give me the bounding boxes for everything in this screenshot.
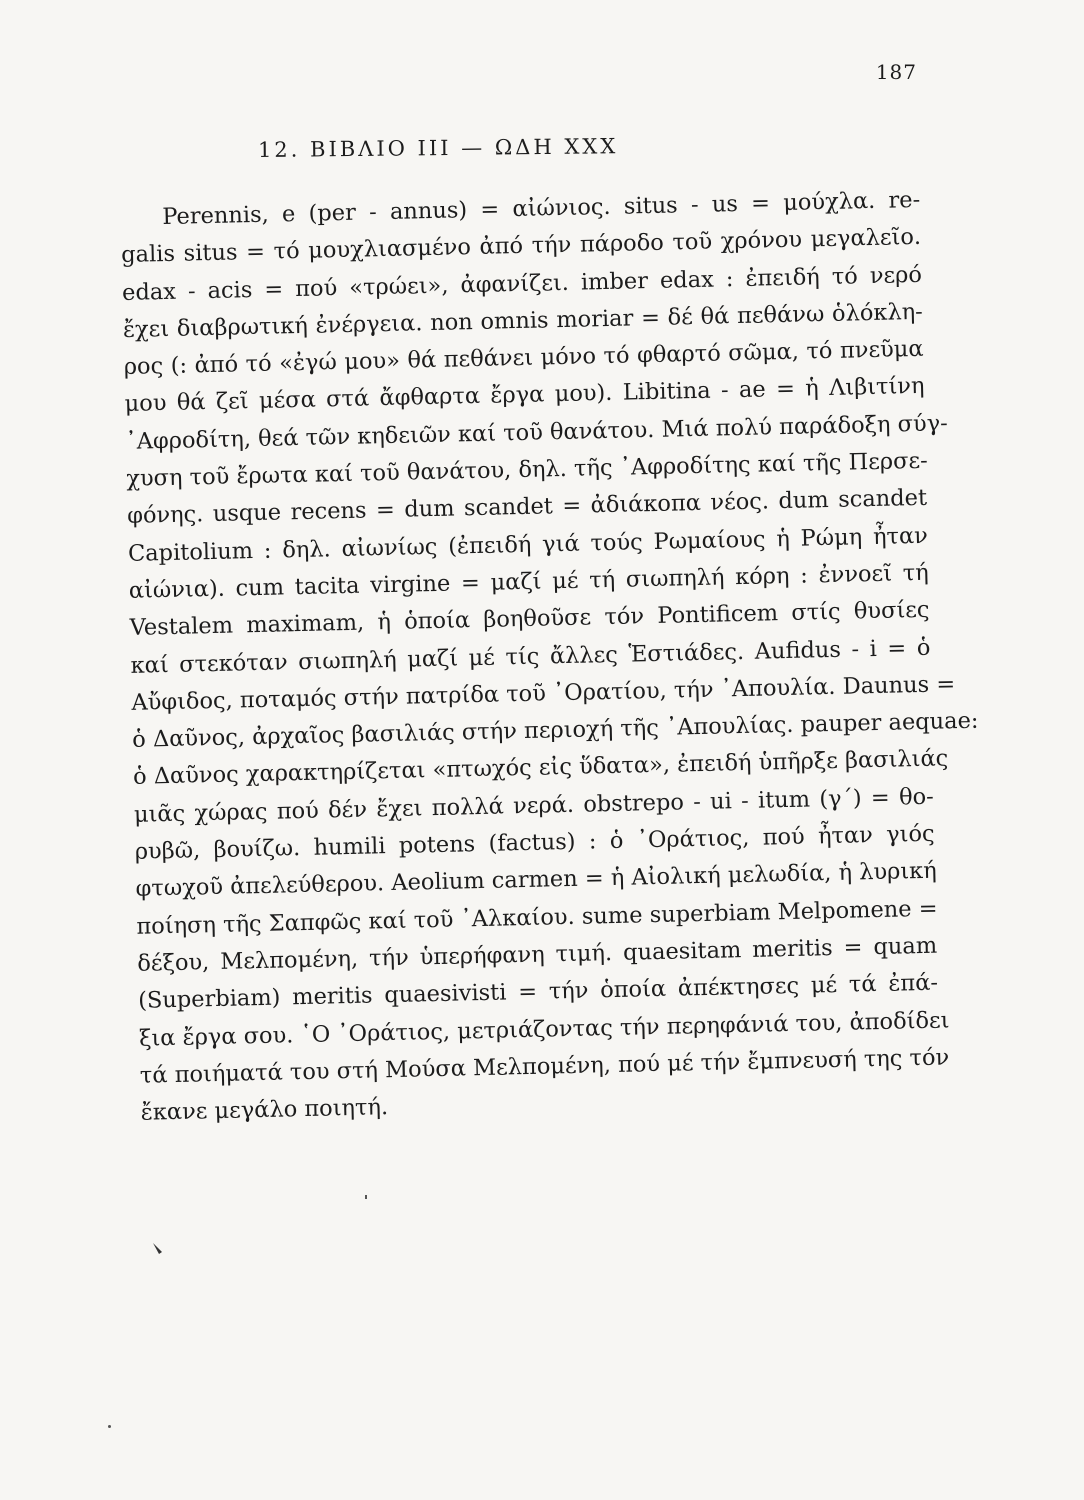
commentary-body [120, 182, 979, 1132]
commentary-line: δέξου, Μελπομένη, τήν ὑπερήφανη τιμή. quaesitam meritis = quam [137, 932, 938, 977]
commentary-line: ἔχει διαβρωτική ἐνέργεια. non omnis moriar = δέ θά πεθάνω ὁλόκλη- [122, 298, 924, 343]
commentary-line: χυση τοῦ ἔρωτα καί τοῦ θανάτου, δηλ. τῆς ᾿Αφροδίτης καί τῆς Περσε- [126, 447, 929, 493]
commentary-line: ἔκανε μεγάλο ποιητή. [140, 1094, 389, 1126]
commentary-line: ᾿Αφροδίτη, θεά τῶν κηδειῶν καί τοῦ θανάτου. Μιά πολύ παράδοξη σύγ- [125, 410, 949, 455]
commentary-line: (Superbiam) meritis quaesivisti = τήν ὁποία ἀπέκτησες μέ τά ἐπά- [137, 969, 939, 1015]
commentary-line: ὁ Δαῦνος χαρακτηρίζεται «πτωχός εἰς ὕδατα», ἐπειδή ὑπῆρξε βασιλιάς [132, 745, 949, 791]
commentary-line: μου θά ζεῖ μέσα στά ἄφθαρτα ἔργα μου). Libitina - ae = ἡ Λιβιτίνη [124, 373, 925, 418]
commentary-line: ξια ἔργα σου. ῾Ο ᾿Οράτιος, μετριάζοντας τήν περηφάνιά του, ἀποδίδει [138, 1006, 950, 1052]
commentary-line: Perennis, e (per - annus) = αἰώνιος. situs - us = μούχλα. re- [162, 186, 921, 231]
section-heading: 12. ΒΙΒΛΙΟ III — ΩΔΗ XXX [257, 134, 619, 162]
commentary-line: ποίηση τῆς Σαπφῶς καί τοῦ ᾿Αλκαίου. sume superbiam Melpomene = [136, 895, 938, 940]
commentary-line: galis situs = τό μουχλιασμένο ἀπό τήν πάροδο τοῦ χρόνου μεγαλεῖο. [120, 224, 922, 269]
commentary-line: edax - acis = πού «τρώει», ἀφανίζει. imber edax : ἐπειδή τό νερό [121, 261, 923, 306]
commentary-line: αἰώνια). cum tacita virgine = μαζί μέ τή σιωπηλή κόρη : ἐννοεῖ τή [128, 559, 929, 604]
commentary-line: ρυβῶ, βουίζω. humili potens (factus) : ὁ ᾿Οράτιος, πού ἦταν γιός [134, 820, 935, 865]
page-number: 187 [875, 60, 917, 84]
commentary-line: καί στεκόταν σιωπηλή μαζί μέ τίς ἄλλες Ἑστιάδες. Aufidus - i = ὁ [130, 634, 931, 679]
commentary-line: ρος (: ἀπό τό «ἐγώ μου» θά πεθάνει μόνο τό φθαρτό σῶμα, τό πνεῦμα [123, 335, 924, 381]
commentary-line: μιᾶς χώρας πού δέν ἔχει πολλά νερά. obstrepo - ui - itum (γ΄) = θο- [133, 783, 935, 828]
commentary-line: ὁ Δαῦνος, ἀρχαῖος βασιλιάς στήν περιοχή τῆς ᾿Απουλίας. pauper aequae: [131, 707, 979, 754]
commentary-line: τά ποιήματά του στή Μούσα Μελπομένη, πού μέ τήν ἔμπνευσή της τόν [139, 1044, 950, 1089]
pencil-mark [150, 1240, 170, 1260]
commentary-line: φτωχοῦ ἀπελεύθερου. Aeolium carmen = ἡ Αἰολική μελωδία, ἡ λυρική [135, 857, 937, 903]
commentary-line: Capitolium : δηλ. αἰωνίως (ἐπειδή γιά τούς Ρωμαίους ἡ Ρώμη ἦταν [127, 522, 929, 567]
commentary-line: Vestalem maximam, ἡ ὁποία βοηθοῦσε τόν Pontificem στίς θυσίες [129, 597, 930, 642]
commentary-line: φόνης. usque recens = dum scandet = ἀδιάκοπα νέος. dum scandet [126, 485, 928, 530]
commentary-line: Αὔφιδος, ποταμός στήν πατρίδα τοῦ ᾿Ορατίου, τήν ᾿Απουλία. Daunus = [131, 671, 956, 716]
